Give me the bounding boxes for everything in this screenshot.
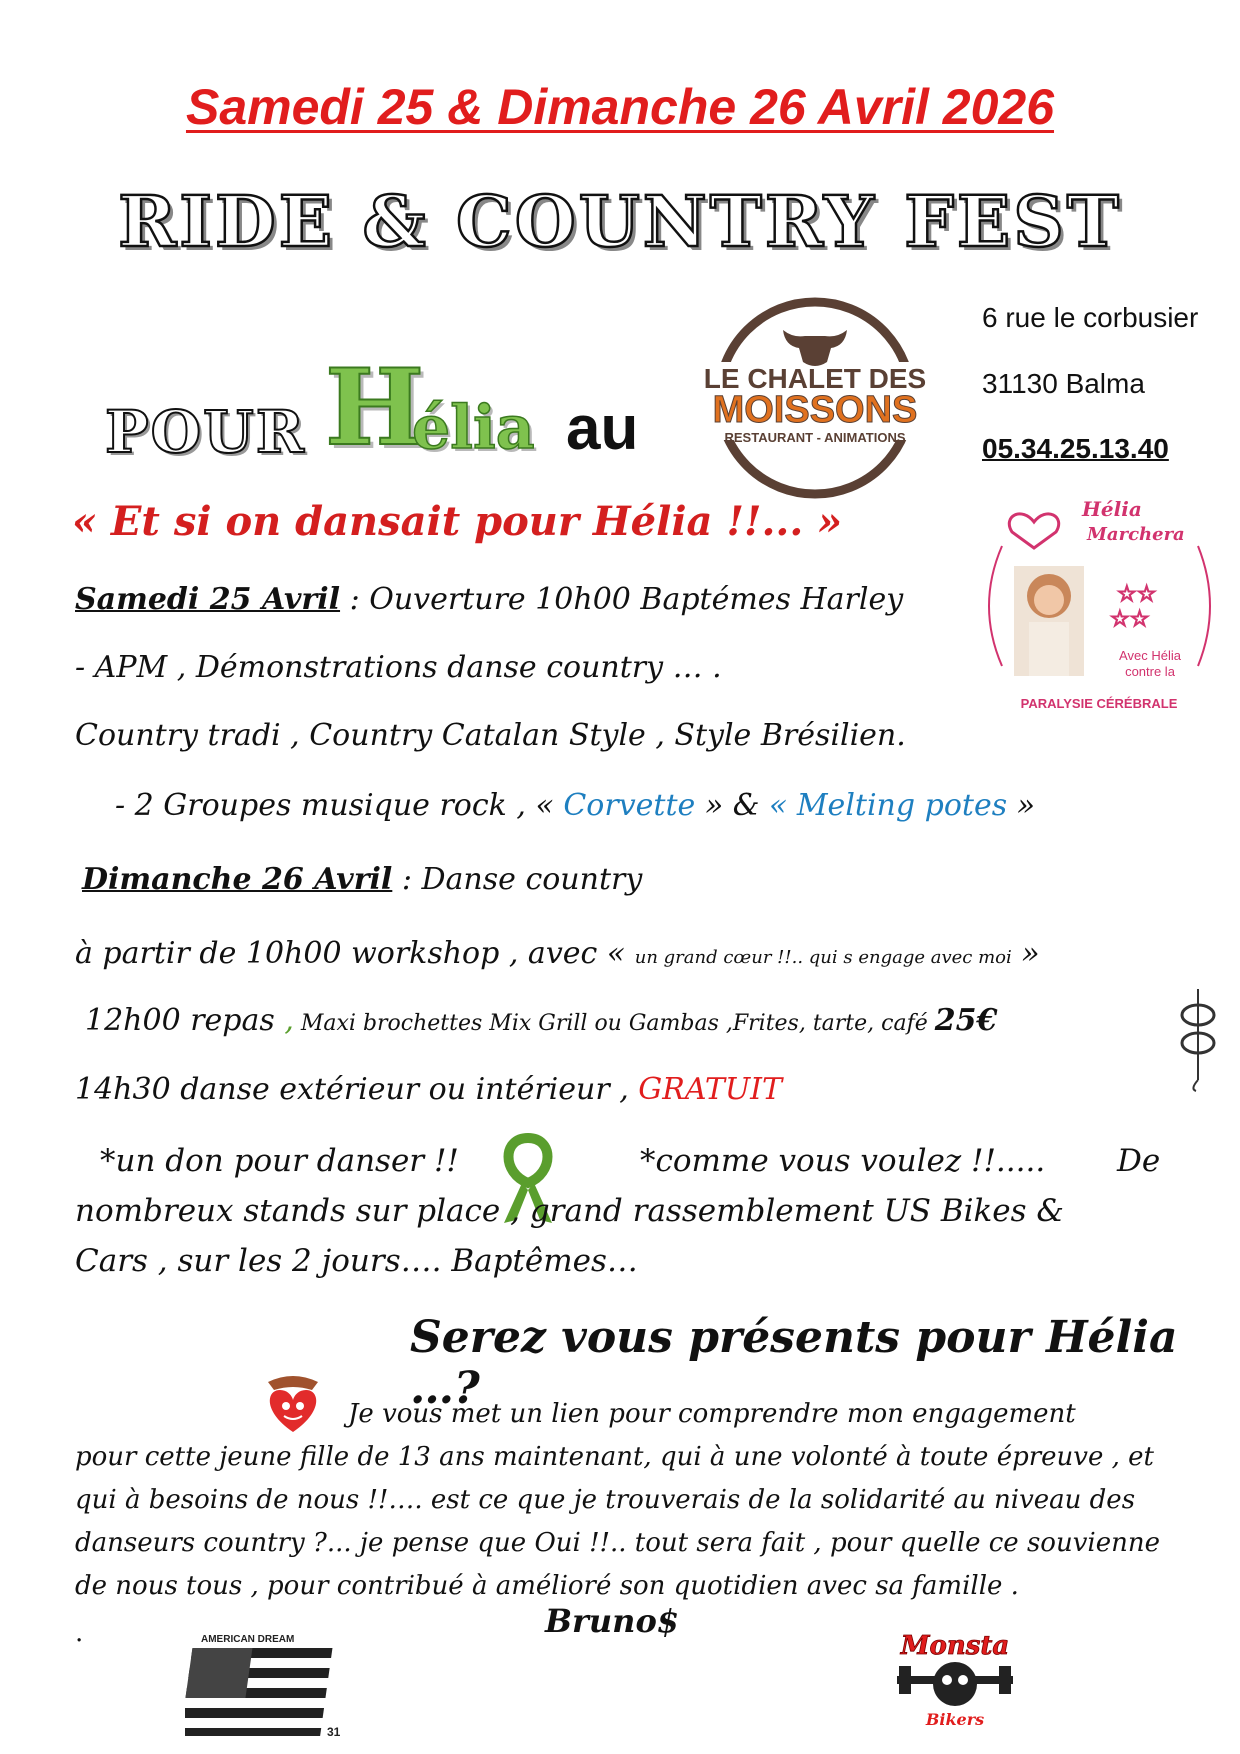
donation-left: *un don pour danser !! bbox=[100, 1143, 459, 1179]
stray-dot: . bbox=[75, 1618, 84, 1648]
saturday-line-4 bbox=[115, 788, 1035, 823]
workshop-small-text: un grand cœur !!.. qui s engage avec moi bbox=[634, 947, 1012, 968]
sunday-label: Dimanche 26 Avril bbox=[82, 862, 393, 897]
monsta-bikers-logo bbox=[885, 1630, 1025, 1730]
au-word: au bbox=[566, 394, 639, 463]
donation-middle: *comme vous voulez !!..... bbox=[640, 1143, 1046, 1179]
workshop-close: » bbox=[1011, 936, 1040, 971]
band-corvette: Corvette bbox=[563, 788, 696, 823]
pour-word: POUR bbox=[105, 398, 306, 466]
message-line-1: Je vous met un lien pour comprendre mon engagement bbox=[348, 1399, 1076, 1429]
bull-head-icon bbox=[783, 330, 847, 366]
dance-text: 14h30 danse extérieur ou intérieur , bbox=[75, 1072, 639, 1107]
bands-and: » & bbox=[695, 788, 769, 823]
logo-line-2: MOISSONS bbox=[712, 389, 918, 431]
badge-title-2: Marchera bbox=[1087, 524, 1185, 545]
stands-line: nombreux stands sur place , grand rassemblement US Bikes & bbox=[75, 1193, 1065, 1229]
message-line-4: danseurs country ?... je pense que Oui !!.. tout sera fait , pour quelle ce souvienne bbox=[75, 1528, 1160, 1558]
helia-name: élia bbox=[412, 393, 535, 463]
meal-menu: Maxi brochettes Mix Grill ou Gambas ,Frites, tarte, café bbox=[293, 1011, 935, 1036]
serez-vous-question: Serez vous présents pour Hélia …? bbox=[410, 1312, 1178, 1414]
monsta-title: Monsta bbox=[900, 1631, 1010, 1661]
flag-number: 31 bbox=[327, 1725, 341, 1739]
dance-free: GRATUIT bbox=[638, 1072, 783, 1107]
saturday-line-1 bbox=[75, 582, 903, 617]
saturday-opening: : Ouverture 10h00 Baptémes Harley bbox=[340, 582, 904, 617]
phone-number: 05.34.25.13.40 bbox=[982, 433, 1169, 464]
message-line-2: pour cette jeune fille de 13 ans maintenant, qui à une volonté à toute épreuve , et bbox=[75, 1442, 1154, 1472]
cars-line: Cars , sur les 2 jours…. Baptêmes… bbox=[75, 1243, 638, 1279]
monsta-subtitle: Bikers bbox=[925, 1710, 985, 1729]
message-line-3: qui à besoins de nous !!…. est ce que je trouverais de la solidarité au niveau des bbox=[75, 1485, 1136, 1515]
girl-photo bbox=[1014, 566, 1084, 676]
signature: Bruno$ bbox=[545, 1602, 680, 1640]
donation-right: De bbox=[1117, 1143, 1161, 1179]
svg-text:☆☆: ☆☆ bbox=[1117, 582, 1157, 607]
heart-cowboy-icon bbox=[258, 1372, 328, 1438]
sunday-line-1 bbox=[82, 862, 642, 897]
meal-price: 25€ bbox=[934, 1003, 998, 1038]
helia-initial: H bbox=[325, 345, 425, 469]
meal-time: 12h00 repas bbox=[85, 1003, 285, 1038]
festival-title: RIDE & COUNTRY FEST bbox=[118, 180, 1122, 263]
event-date: Samedi 25 & Dimanche 26 Avril 2026 bbox=[185, 79, 1055, 135]
bands-intro: - 2 Groupes musique rock , « bbox=[115, 788, 564, 823]
saturday-line-2: - APM , Démonstrations danse country … . bbox=[75, 650, 722, 685]
skewer-icon bbox=[1170, 985, 1230, 1095]
badge-line-3: PARALYSIE CÉRÉBRALE bbox=[1020, 696, 1178, 711]
badge-line-2: contre la bbox=[1125, 664, 1175, 679]
badge-title-1: Hélia bbox=[1082, 497, 1142, 521]
sunday-line-2 bbox=[75, 936, 1040, 971]
workshop-text: à partir de 10h00 workshop , avec « bbox=[75, 936, 635, 971]
saturday-line-3: Country tradi , Country Catalan Style , Style Brésilien. bbox=[75, 718, 906, 753]
meal-comma: , bbox=[284, 1003, 294, 1038]
logo-line-3: RESTAURANT - ANIMATIONS bbox=[724, 430, 906, 445]
message-line-5: de nous tous , pour contribué à amélioré son quotidien avec sa famille . bbox=[75, 1571, 1019, 1601]
skull-icon bbox=[933, 1662, 977, 1706]
address-street: 6 rue le corbusier bbox=[982, 302, 1199, 333]
bands-close: » bbox=[1007, 788, 1035, 823]
svg-text:☆☆: ☆☆ bbox=[1110, 607, 1150, 632]
helia-marchera-badge bbox=[972, 486, 1226, 716]
heart-icon bbox=[1009, 514, 1058, 548]
flag-text: AMERICAN DREAM bbox=[201, 1634, 295, 1645]
dance-line bbox=[75, 1072, 782, 1107]
address-city: 31130 Balma bbox=[982, 368, 1145, 399]
meal-line bbox=[85, 1003, 997, 1038]
logo-line-1: LE CHALET DES bbox=[703, 363, 927, 394]
stars-icon bbox=[1110, 582, 1156, 632]
saturday-label: Samedi 25 Avril bbox=[75, 582, 341, 617]
american-dream-flag-logo bbox=[185, 1630, 345, 1740]
quote-line: « Et si on dansait pour Hélia !!... » bbox=[72, 498, 843, 545]
chalet-des-moissons-logo bbox=[665, 290, 965, 500]
band-melting-potes: « Melting potes bbox=[768, 788, 1008, 823]
sunday-dance: : Danse country bbox=[392, 862, 643, 897]
badge-line-1: Avec Hélia bbox=[1119, 648, 1181, 663]
